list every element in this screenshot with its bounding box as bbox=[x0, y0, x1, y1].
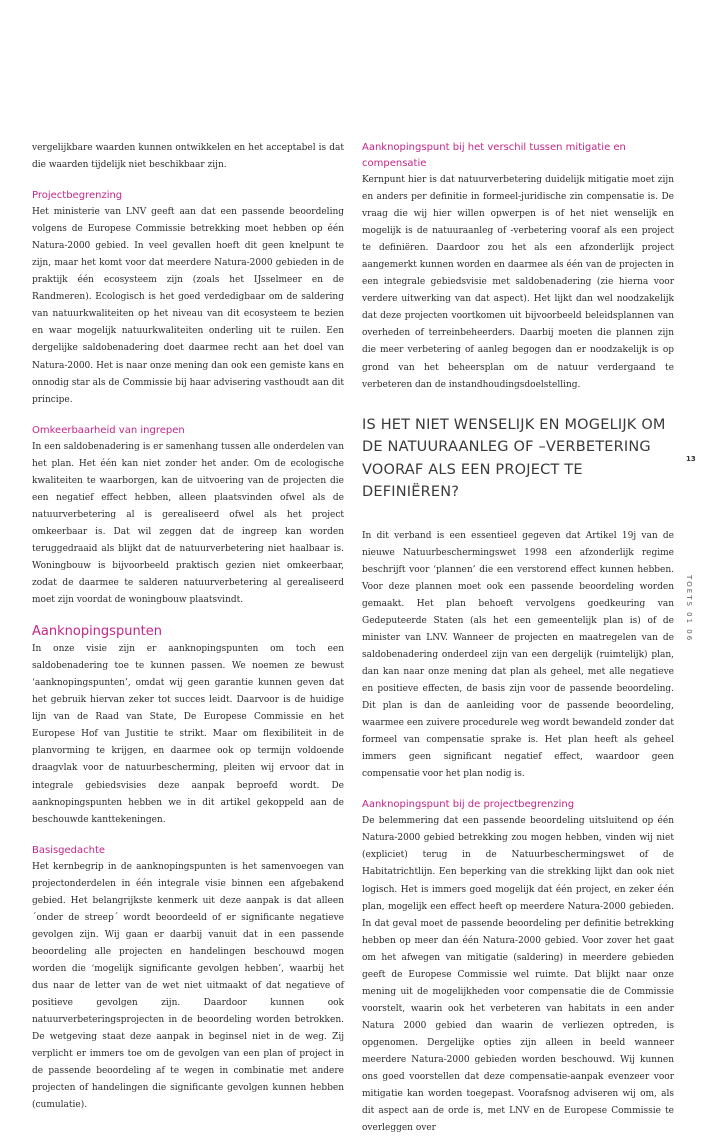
paragraph-projectbegrenzing-aanknopingspunt: De belemmering dat een passende beoordeling uitsluitend op één Natura-2000 gebied betrekking zou mogen hebben, vinden wij niet (expliciet) terug in de Natuurbeschermingswet of de Habitatrichtlijn. Een beperking van die strekking lijkt dan ook niet logisch. Het is immers goed mogelijk dat één project, en zeker één plan, mogelijk een effect heeft op meerdere Natura-2000 gebieden. In dat geval moet de passende beoordeling per definitie betrekking hebben op meer dan één Natura-2000 gebied. Voor zover het gaat om het afwegen van mitigatie (saldering) in meerdere gebieden geeft de Europese Commissie wel ruimte. Dat blijkt naar onze mening uit de mogelijkheden voor compensatie die de Commissie voorstelt, waarin ook het verbeteren van habitats in een ander Natura 2000 gebied dan waarin de verliezen optreden, is opgenomen. Dergelijke opties zijn alleen in beeld wanneer meerdere Natura-2000 gebieden worden beschouwd. Wij kunnen ons goed voorstellen dat deze compensatie-aanpak evenzeer voor mitigatie kan worden toegepast. Voorafsnog adviseren wij om, als dit aspect aan de orde is, met LNV en de Europese Commissie te overleggen over bbox=[362, 816, 674, 1134]
paragraph-projectbegrenzing: Het ministerie van LNV geeft aan dat een passende beoordeling volgens de Europese Commissie betrekking moet hebben op één Natura-2000 gebied. In veel gevallen hoeft dit geen knelpunt te zijn, maar het komt voor dat meerdere Natura-2000 gebieden in de praktijk één ecosysteem zijn (zoals het IJsselmeer en de Randmeren). Ecologisch is het goed verdedigbaar om de saldering van natuurkwaliteiten op het niveau van dit ecosysteem te bezien en waar mogelijk natuurkwaliteiten onderling uit te ruilen. Een dergelijke saldobenadering doet daarmee recht aan het doel van Natura-2000. Het is naar onze mening dan ook een gemiste kans en onnodig star als de Commissie bij haar advisering vasthoudt aan dit principe. bbox=[32, 207, 344, 405]
paragraph-aanknopingspunten: In onze visie zijn er aanknopingspunten om toch een saldobenadering toe te kunnen passen. We noemen ze bewust ‘aanknopingspunten’, omdat wij geen garantie kunnen geven dat het gebruik hiervan zeker tot succes leidt. Daarvoor is de huidige lijn van de Raad van State, De Europese Commissie en het Europese Hof van Justitie te strikt. Maar om flexibiliteit in de planvorming te krijgen, en daarmee ook op termijn voldoende draagvlak voor de natuurbescherming, pleiten wij ervoor dat in integrale gebiedsvisies deze aanpak beproefd wordt. De aanknopingspunten hebben we in dit artikel gekoppeld aan de beschouwde kanttekeningen. bbox=[32, 644, 344, 825]
section-heading-question: IS HET NIET WENSELIJK EN MOGELIJK OM DE NATUURAANLEG OF –VERBETERING VOORAF ALS EEN PROJECT TE DEFINIËREN? bbox=[362, 416, 666, 501]
paragraph-mitigatie-compensatie: Kernpunt hier is dat natuurverbetering duidelijk mitigatie moet zijn en anders per definitie in formeel-juridische zin compensatie is. De vraag die wij hier willen opwerpen is of het niet wenselijk en mogelijk is de natuuraanleg of -verbetering vooraf als een project te definiëren. Daardoor zou het als een afzonderlijk project aangemerkt kunnen worden en daarmee als één van de projecten in een integrale gebiedsvisie met saldobenadering (zie hierna voor verdere uitwerking van dat aspect). Het lijkt dan wel noodzakelijk dat deze projecten voortkomen uit bijvoorbeeld beleidsplannen van overheden of terreinbeheerders. Daarbij moeten die plannen zijn die meer verbetering of aanleg begogen dan er noodzakelijk is op grond van het beheersplan om de natuur verdergaand te verbeteren dan de instandhoudingsdoelstelling. bbox=[362, 175, 674, 390]
paragraph-omkeerbaarheid: In een saldobenadering is er samenhang tussen alle onderdelen van het plan. Het één kan niet zonder het ander. Om de ecologische kwaliteiten te waarborgen, kan de uitvoering van de projecten die een negatief effect hebben, alleen plaatsvinden ofwel als de natuurverbetering al is gerealiseerd ofwel als het project omkeerbaar is. Dat wil zeggen dat de ingreep kan worden teruggedraaid als blijkt dat de natuurverbetering niet haalbaar is. Woningbouw is bijvoorbeeld praktisch gezien niet omkeerbaar, zodat de daarmee te salderen natuurverbetering al gerealiseerd moet zijn voordat de woningbouw plaatsvindt. bbox=[32, 441, 344, 606]
paragraph-artikel-19j: In dit verband is een essentieel gegeven dat Artikel 19j van de nieuwe Natuurbeschermingswet 1998 een afzonderlijk regime beschrijft voor ‘plannen’ die een verstorend effect kunnen hebben. Voor deze plannen moet ook een passende beoordeling worden gemaakt. Het plan behoeft vervolgens goedkeuring van Gedeputeerde Staten (als het een gemeentelijk plan is) of de minister van LNV. Wanneer de projecten en maatregelen van de saldobenadering onderdeel zijn van een dergelijk (ruimtelijk) plan, dan kan naar onze mening dat plan als geheel, met alle negatieve en positieve effecten, de basis zijn voor de passende beoordeling. Dit plan is dan de aanleiding voor de passende beoordeling, waarmee een zuivere procedurele weg wordt bewandeld zonder dat formeel van compensatie sprake is. Het plan heeft als geheel immers geen significant negatief effect, waardoor geen compensatie voor het plan nodig is. bbox=[362, 530, 674, 780]
subheading-mitigatie-compensatie: Aanknopingspunt bij het verschil tussen mitigatie en compensatie bbox=[362, 142, 626, 169]
right-column bbox=[362, 140, 674, 1137]
subheading-projectbegrenzing: Projectbegrenzing bbox=[32, 190, 123, 202]
subheading-omkeerbaarheid: Omkeerbaarheid van ingrepen bbox=[32, 424, 185, 436]
heading-aanknopingspunten: Aanknopingspunten bbox=[32, 624, 163, 640]
page-number: 13 bbox=[686, 455, 696, 463]
subheading-projectbegrenzing-aanknopingspunt: Aanknopingspunt bij de projectbegrenzing bbox=[362, 799, 575, 811]
paragraph-basisgedachte: Het kernbegrip in de aanknopingspunten is het samenvoegen van projectonderdelen in één integrale visie binnen een afgebakend gebied. Het belangrijkste kenmerk uit deze aanpak is dat alleen ´onder de streep´ wordt beoordeeld of er significante negatieve gevolgen zijn. Wij gaan er daarbij vanuit dat in een passende beoordeling alle projecten en handelingen beschouwd mogen worden die ‘mogelijk significante gevolgen hebben’, waarbij het dus naar de letter van de wet niet uitmaakt of dat negatieve of positieve gevolgen zijn. Daardoor kunnen ook natuurverbeteringsprojecten in de beoordeling worden betrokken. De wetgeving staat deze aanpak in beginsel niet in de weg. Zij verplicht er immers toe om de gevolgen van een plan of project in de passende beoordeling af te wegen in combinatie met andere projecten of handelingen die significante gevolgen kunnen hebben (cumulatie). bbox=[32, 861, 344, 1111]
subheading-basisgedachte: Basisgedachte bbox=[32, 844, 106, 856]
left-column bbox=[32, 140, 344, 1114]
intro-paragraph: vergelijkbare waarden kunnen ontwikkelen en het acceptabel is dat die waarden tijdelijk niet beschikbaar zijn. bbox=[32, 143, 344, 171]
running-label: TOETS 01 06 bbox=[685, 575, 693, 643]
